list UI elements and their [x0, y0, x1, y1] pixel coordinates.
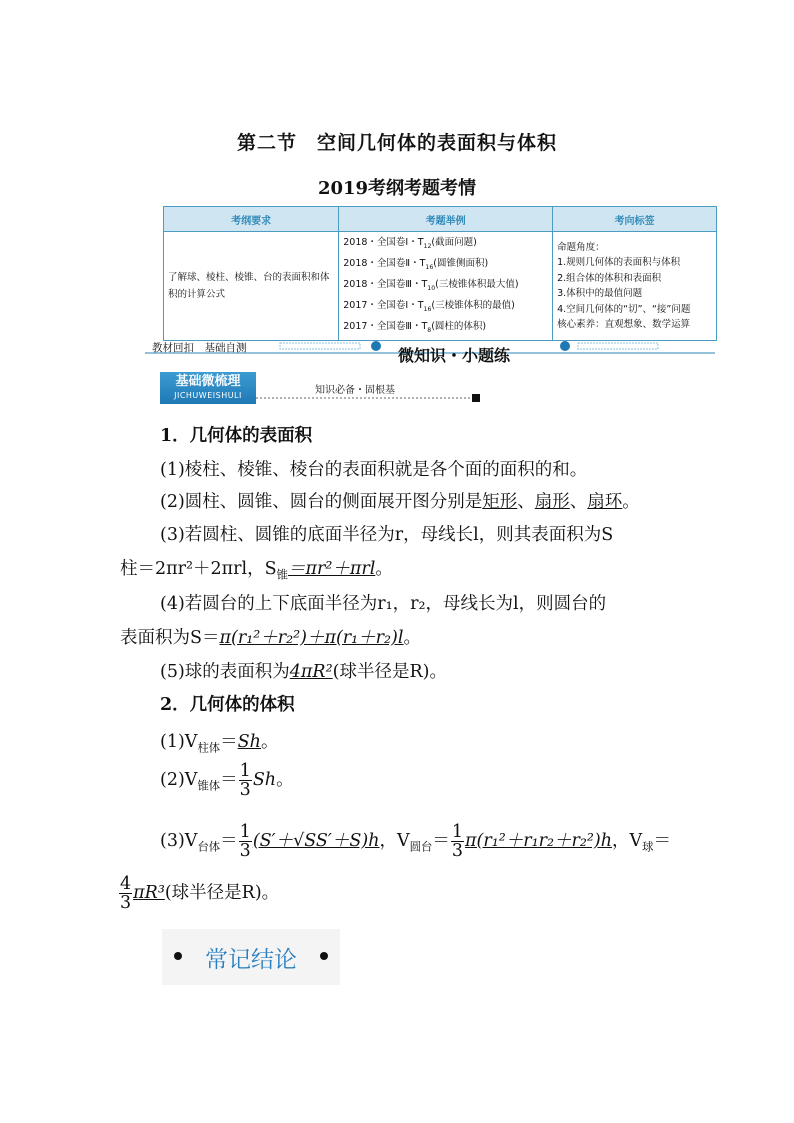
volume-frustum: $(3)V_{台体}=$ $\frac{1}{3}$ (S′＋√SS′＋S)h，$V_{圆台}=$ $\frac{1}{3}$ π(r₁²＋r₁r₂＋r₂²)h，$V_球=$: [160, 822, 671, 861]
bullet-icon: [560, 341, 570, 351]
section-tag-pinyin: JICHUWEISHULI: [174, 391, 242, 400]
tags-cell: [553, 232, 717, 341]
section-tag: [160, 372, 256, 404]
volume-pyramid: $(2)V_{锥体}=$ $\frac{1}{3}$ Sh。: [160, 761, 294, 800]
requirement-cell: 了解球、棱柱、棱锥、台的表面积和体积的计算公式: [164, 232, 339, 341]
examples-cell: [339, 232, 553, 341]
volume-prism: $(1)V_{柱体}=Sh$。: [160, 732, 279, 755]
heading-volume: 2．几何体的体积: [160, 695, 295, 715]
paragraph-3-line2: 柱＝2πr²＋2πrl，$S_锥=\pi r^2+\pi rl$。: [120, 559, 393, 582]
bullet-icon: [371, 341, 381, 351]
example-item: 2018・全国卷Ⅱ・$T_{16}$(圆锥侧面积): [343, 257, 489, 271]
section-tag-label: 基础微梳理: [175, 374, 241, 389]
tag-line: 核心素养：直观想象、数学运算: [557, 319, 691, 331]
paragraph-4-line2: 表面积为S＝π(r₁²＋r₂²)＋π(r₁＋r₂)l。: [120, 628, 421, 648]
heading-surface-area: 1．几何体的表面积: [160, 426, 313, 446]
example-item: 2017・全国卷Ⅰ・$T_{16}$(三棱锥体积的最值): [343, 299, 515, 313]
tag-line: 3.体积中的最值问题: [557, 288, 643, 300]
banner-title: 微知识・小题练: [398, 346, 511, 365]
example-item: 2018・全国卷Ⅲ・$T_{10}$(三棱锥体积最大值): [343, 278, 519, 292]
tag-line: 2.组合体的体积和表面积: [557, 272, 662, 284]
col-header-examples: 考题举例: [339, 207, 553, 232]
paragraph-4-line1: (4)若圆台的上下底面半径为r₁，r₂，母线长为l，则圆台的: [160, 594, 607, 614]
paragraph-5: (5)球的表面积为4πR²(球半径是R)。: [160, 662, 447, 682]
conclusion-title: 常记结论: [205, 947, 297, 973]
tag-line: 命题角度：: [557, 241, 605, 253]
page-title: 第二节 空间几何体的表面积与体积: [236, 132, 557, 154]
col-header-requirement: 考纲要求: [164, 207, 339, 232]
section-note: 知识必备・固根基: [315, 385, 395, 396]
conclusion-header: [162, 929, 340, 985]
tag-line: 1.规则几何体的表面积与体积: [557, 257, 681, 269]
paragraph-3-line1: (3)若圆柱、圆锥的底面半径为r，母线长l，则其表面积为S: [160, 525, 614, 545]
paragraph-1: (1)棱柱、棱锥、棱台的表面积就是各个面的面积的和。: [160, 460, 588, 480]
tag-line: 4.空间几何体的“切”、“接”问题: [557, 303, 691, 315]
volume-sphere: $\frac{4}{3}$ πR³(球半径是R)。: [120, 874, 280, 913]
page-subtitle: 2019考纲考题考情: [317, 178, 477, 199]
exam-table: [163, 206, 717, 341]
paragraph-2: (2)圆柱、圆锥、圆台的侧面展开图分别是矩形、扇形、扇环。: [160, 492, 640, 512]
example-item: 2017・全国卷Ⅲ・$T_8$(圆柱的体积): [343, 320, 487, 334]
banner-left-text: 教材回扣 基础自测: [152, 342, 247, 354]
example-item: 2018・全国卷Ⅰ・$T_{12}$(截面问题): [343, 237, 477, 250]
col-header-tags: 考向标签: [553, 207, 717, 232]
